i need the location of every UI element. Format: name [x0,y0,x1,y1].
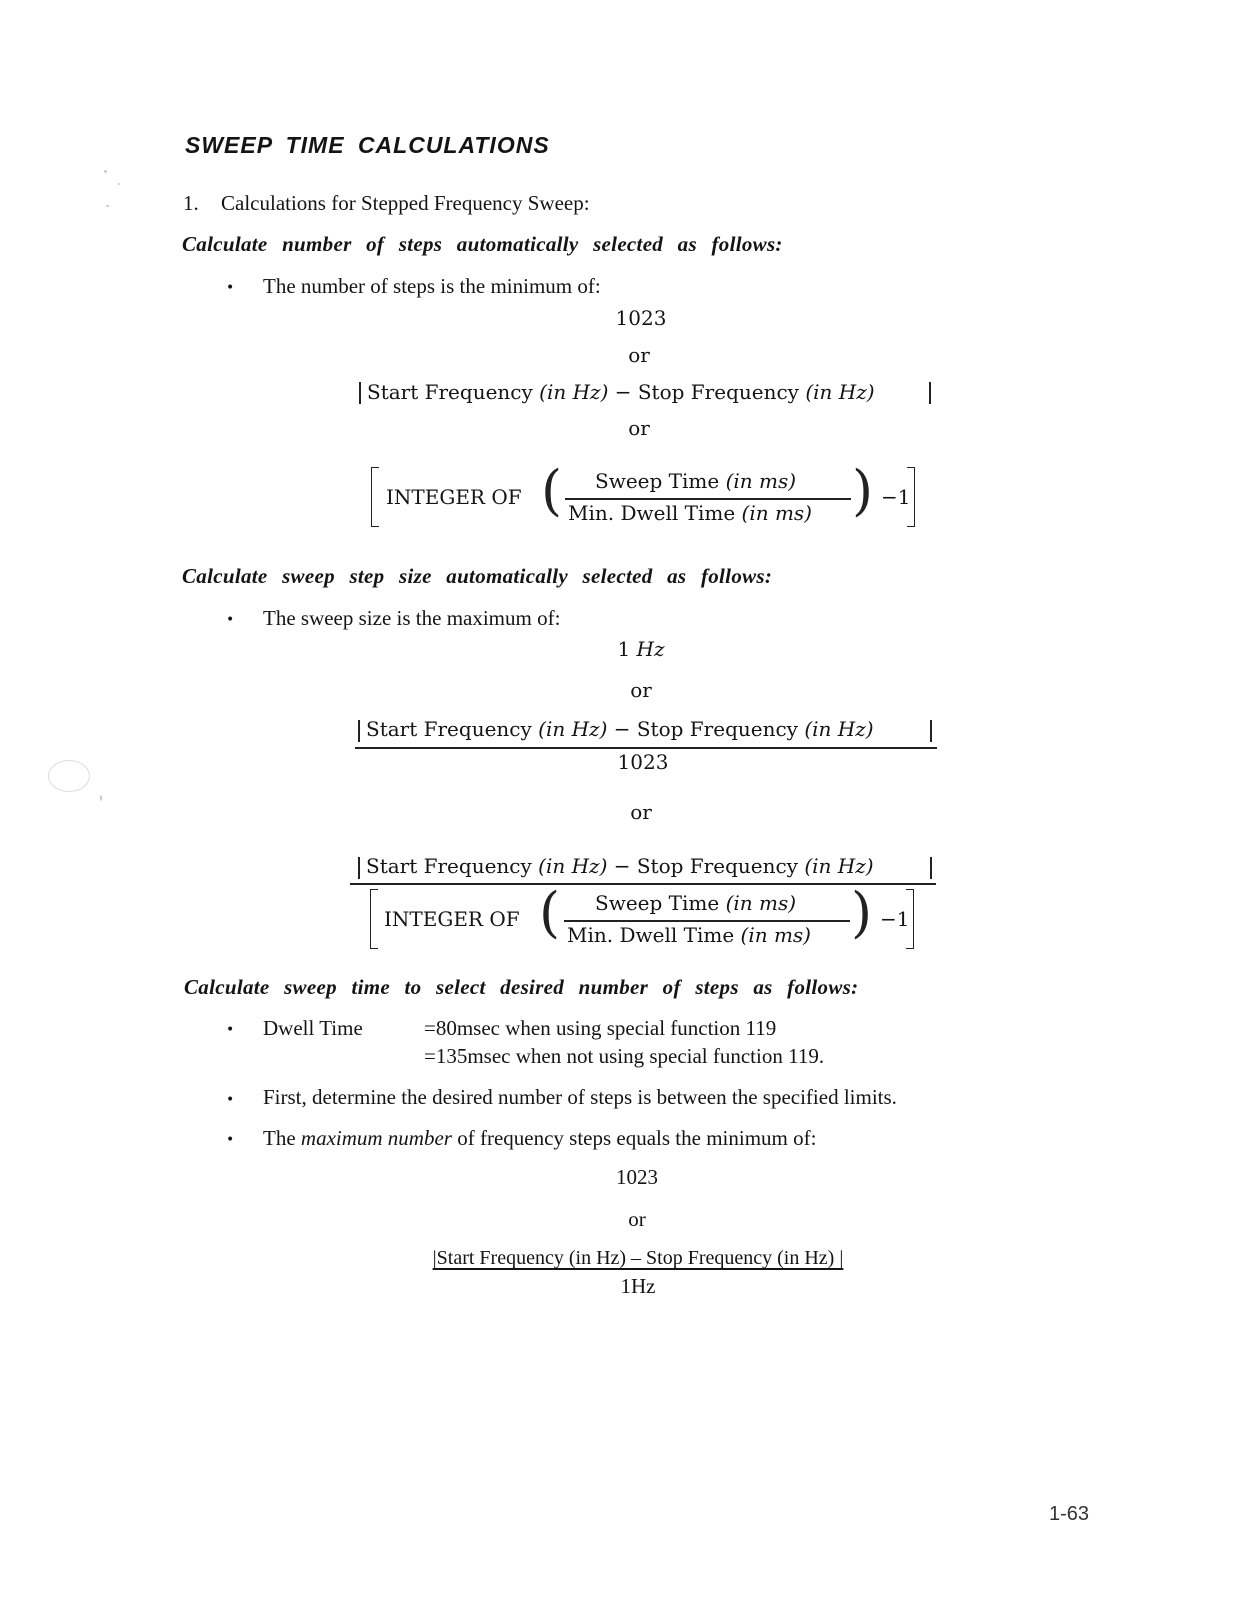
divisor-1023: 1023 [617,750,669,774]
paren-left: ( [539,881,561,944]
bullet: • [226,280,235,296]
one-value: 1 [617,637,631,661]
or-text: or [628,343,650,367]
minus-sign: − [613,854,631,878]
minus-sign: − [614,380,632,404]
final-numerator: |Start Frequency (in Hz) – Stop Frequency (in Hz) | [432,1247,844,1269]
integer-of-label: INTEGER OF [384,907,520,931]
unit-text: (in Hz) [805,380,875,404]
sweep-time-text: Sweep Time [595,469,720,493]
abs-expr-content [367,380,875,404]
minus-one: −1 [881,485,911,509]
item-text: Calculations for Stepped Frequency Sweep: [221,191,590,215]
or-text: or [630,800,652,824]
unit-text: (in Hz) [804,854,874,878]
integer-of-label: INTEGER OF [386,485,522,509]
unit-text: (in ms) [725,891,797,915]
fraction-line [564,920,850,922]
abs-bar-right [930,720,932,742]
heading-number-of-steps: Calculate number of steps automatically selected as follows: [182,232,783,256]
stop-frequency-text: Stop Frequency [637,380,799,404]
paren-right: ) [852,459,874,522]
start-frequency-text: Start Frequency [366,717,532,741]
abs-over-1023-fraction [355,716,939,780]
one-hz-value [617,637,664,661]
abs-bar-left [358,857,360,879]
scan-speck [100,795,102,801]
bullet-step-size-text: The sweep size is the maximum of: [263,606,561,630]
hz-unit: Hz [636,637,665,661]
abs-bar-left [359,382,361,404]
abs-bar-left [358,720,360,742]
text-emphasis: maximum number [300,1126,452,1150]
text-post: of frequency steps equals the minimum of: [451,1126,817,1150]
paren-right: ) [851,881,873,944]
bullet: • [226,612,235,628]
abs-frequency-expression [357,378,917,406]
stop-frequency-text: Stop Frequency [636,717,798,741]
bullet: • [226,1092,235,1108]
dwell-time-label: Dwell Time [263,1016,363,1040]
abs-bar-right [929,382,931,404]
scan-speck [106,205,109,207]
item-number: 1. [183,191,199,215]
scan-speck [118,183,120,185]
sweep-time-text: Sweep Time [595,891,720,915]
scan-speck [104,170,107,173]
bracket-left [371,467,379,527]
bracket-right [906,889,914,949]
integer-of-expression [371,459,921,531]
minus-one: −1 [880,907,910,931]
page-title: SWEEP TIME CALCULATIONS [185,132,550,158]
dwell-time-line-2: =135msec when not using special function 119. [424,1044,825,1068]
bullet-maximum-text [263,1126,816,1151]
fraction-line [350,883,936,885]
start-frequency-text: Start Frequency [367,380,533,404]
bullet-first-text: First, determine the desired number of steps is between the specified limits. [263,1085,897,1109]
bracket-left [370,889,378,949]
bracket-right [907,467,915,527]
min-dwell-time-text: Min. Dwell Time [568,501,736,525]
fraction-denominator [568,501,812,525]
text-pre: The [263,1126,301,1150]
bullet: • [226,1132,235,1148]
fraction-numerator [595,891,796,915]
or-text: or [630,678,652,702]
heading-sweep-time: Calculate sweep time to select desired number of steps as follows: [184,975,859,999]
unit-text: (in ms) [725,469,797,493]
unit-text: (in Hz) [538,854,608,878]
abs-over-integer-fraction [350,853,940,953]
bullet: • [226,1022,235,1038]
min-dwell-time-text: Min. Dwell Time [567,923,735,947]
unit-text: (in Hz) [539,380,609,404]
fraction-denominator [567,923,811,947]
final-1023: 1023 [616,1165,658,1189]
abs-expr-content [366,717,874,741]
bullet-steps-text: The number of steps is the minimum of: [263,274,601,298]
or-text: or [628,1207,646,1231]
unit-text: (in ms) [740,923,811,947]
integer-of-expression [370,881,920,953]
dwell-time-line-1: =80msec when using special function 119 [424,1016,777,1040]
stop-frequency-text: Stop Frequency [636,854,798,878]
abs-expr-content [366,854,874,878]
unit-text: (in ms) [741,501,812,525]
abs-bar-right [930,857,932,879]
page-number: 1-63 [1049,1503,1090,1525]
scan-speck [48,760,90,792]
unit-text: (in Hz) [804,717,874,741]
fraction-line [565,498,851,500]
paren-left: ( [541,459,563,522]
final-denominator: 1Hz [620,1274,656,1298]
fraction-numerator [595,469,796,493]
heading-step-size: Calculate sweep step size automatically selected as follows: [182,564,773,588]
value-1023: 1023 [615,306,667,330]
fraction-line [355,747,937,749]
or-text: or [628,416,650,440]
start-frequency-text: Start Frequency [366,854,532,878]
unit-text: (in Hz) [538,717,608,741]
minus-sign: − [613,717,631,741]
